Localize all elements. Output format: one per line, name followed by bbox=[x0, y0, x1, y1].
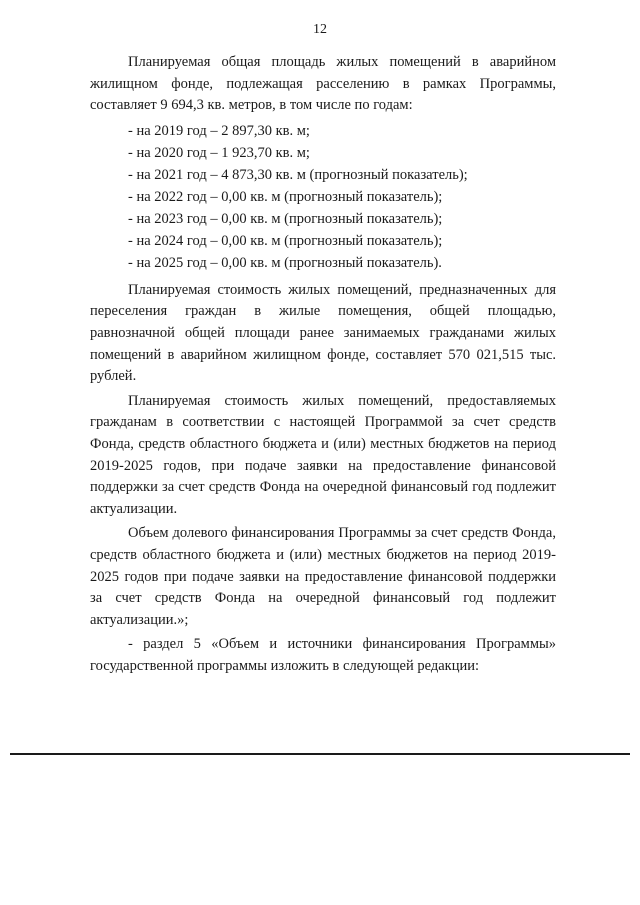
list-item: - на 2023 год – 0,00 кв. м (прогнозный показатель); bbox=[128, 210, 443, 227]
list-item: - на 2020 год – 1 923,70 кв. м; bbox=[128, 144, 310, 161]
list-item: - на 2022 год – 0,00 кв. м (прогнозный показатель); bbox=[128, 188, 443, 205]
paragraph-financing: Объем долевого финансирования Программы за счет средств Фонда, средств областного бюджета и (или) местных бюджетов на период 2019-2025 годов при подаче заявки на предоставление финансовой поддержки за счет средств Фонда на очередной финансовый год подлежит актуализации.»; bbox=[90, 525, 556, 628]
horizontal-rule bbox=[10, 753, 630, 755]
paragraph-intro: Планируемая общая площадь жилых помещений в аварийном жилищном фонде, подлежащая расселению в рамках Программы, составляет 9 694,3 кв. метров, в том числе по годам: bbox=[90, 54, 556, 114]
paragraph-cost: Планируемая стоимость жилых помещений, предназначенных для переселения граждан в жилые помещения, общей площадью, равнозначной общей площади ранее занимаемых гражданами жилых помещений в аварийном жилищном фонде, составляет 570 021,515 тыс. рублей. bbox=[90, 281, 556, 385]
document-body bbox=[90, 52, 556, 680]
paragraph-cost-provided: Планируемая стоимость жилых помещений, предоставляемых гражданам в соответствии с настоящей Программой за счет средств Фонда, средств областного бюджета и (или) местных бюджетов на период 2019-2025 годов, при подаче заявки на предоставление финансовой поддержки за счет средств Фонда на очередной финансовый год подлежит актуализации. bbox=[90, 392, 556, 517]
page-number: 12 bbox=[313, 22, 327, 37]
paragraph-section: - раздел 5 «Объем и источники финансирования Программы» государственной программы изложить в следующей редакции: bbox=[90, 636, 556, 674]
years-list bbox=[128, 120, 556, 274]
list-item: - на 2019 год – 2 897,30 кв. м; bbox=[128, 122, 310, 139]
list-item: - на 2024 год – 0,00 кв. м (прогнозный показатель); bbox=[128, 232, 443, 249]
list-item: - на 2021 год – 4 873,30 кв. м (прогнозный показатель); bbox=[128, 166, 468, 183]
list-item: - на 2025 год – 0,00 кв. м (прогнозный показатель). bbox=[128, 254, 442, 271]
